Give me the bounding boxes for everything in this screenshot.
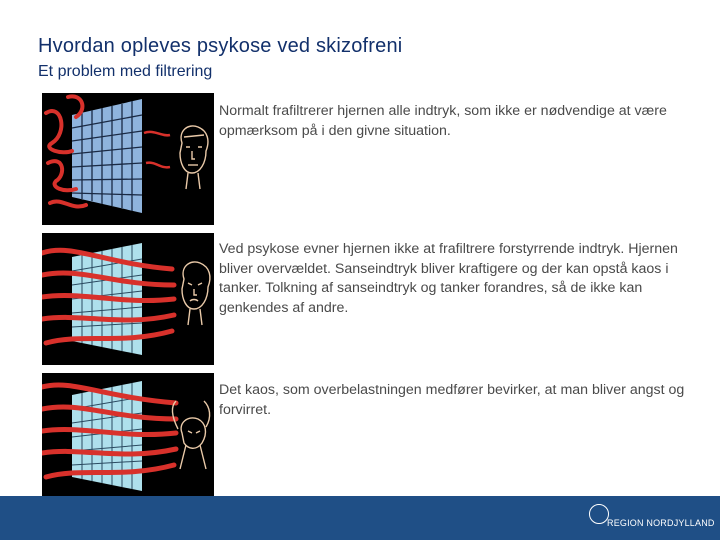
section-text-psychosis: Ved psykose evner hjernen ikke at frafiltrere forstyrrende indtryk. Hjernen bliver overvældet. Sanseindtryk bliver kraftigere og der kan opstå kaos i tanker. Tolkning af sanseindtryk og tanker forandres, så de ikke kan genkendes af andre. <box>219 241 678 316</box>
filter-illustration-normal <box>42 93 214 225</box>
filter-illustration-psychosis <box>42 233 214 365</box>
filter-illustration-chaos <box>42 373 214 496</box>
page-title: Hvordan opleves psykose ved skizofreni <box>38 35 403 57</box>
footer-psykiatrien-label: PSYKIATRIEN <box>31 16 136 33</box>
footer-region-label: REGION NORDJYLLAND <box>607 518 715 528</box>
section-text-chaos: Det kaos, som overbelastningen medfører bevirker, at man bliver angst og forvirret. <box>219 382 685 418</box>
page-subtitle: Et problem med filtrering <box>38 63 213 80</box>
region-logo-icon <box>589 504 609 524</box>
section-text-normal: Normalt frafiltrerer hjernen alle indtryk, som ikke er nødvendige at være opmærksom på i den givne situation. <box>219 103 667 139</box>
